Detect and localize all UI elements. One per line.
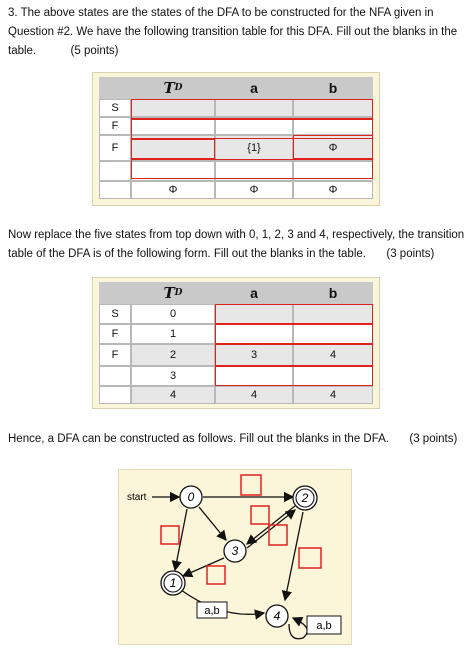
blank-edge-2-3[interactable] (251, 506, 269, 524)
edge-3-2 (247, 510, 295, 548)
t2-row2-td: 2 (131, 344, 215, 366)
t1-row1-label: F (99, 117, 131, 135)
t2-row2-label: F (99, 344, 131, 366)
q3-line1: 3. The above states are the states of the DFA to be constructed for the NFA given in (8, 7, 434, 19)
t1-header-td (131, 77, 215, 99)
p2-points: (3 points) (386, 248, 435, 260)
t1-row2-label: F (99, 135, 131, 161)
dfa-diagram (118, 469, 352, 645)
t1-row5-label (99, 181, 131, 199)
p2-line1: Now replace the five states from top down with 0, 1, 2, 3 and 4, respectively, the transition (8, 229, 465, 241)
t2-row4-a: 4 (215, 386, 293, 404)
transition-table-1 (92, 72, 380, 206)
t1-blank-row2-b[interactable] (293, 135, 373, 159)
question-3-text (8, 4, 457, 61)
p3-points: (3 points) (409, 433, 458, 445)
t2-blank-row0[interactable] (215, 304, 373, 324)
t1-row3-label (99, 161, 131, 181)
t2-blank-row2[interactable] (215, 344, 373, 366)
edge-0-1 (175, 509, 187, 570)
t2-header-corner (99, 282, 131, 304)
t1-blank-row0[interactable] (131, 99, 373, 119)
start-label: start (127, 492, 147, 503)
dfa-svg (119, 470, 351, 644)
t1-td-label: T (163, 79, 175, 97)
q3-line3: table. (8, 45, 37, 57)
t1-row0-label: S (99, 99, 131, 117)
t1-row5-b: Φ (293, 181, 373, 199)
t2-row4-label (99, 386, 131, 404)
t2-td-sub: D (174, 288, 183, 298)
t1-row2-b: Φ (293, 135, 373, 161)
t2-row4-b: 4 (293, 386, 373, 404)
edge-4-self (289, 618, 307, 639)
t1-blank-row3[interactable] (131, 159, 373, 179)
t1-header-b: b (293, 77, 373, 99)
blank-edge-0-2[interactable] (241, 475, 261, 495)
t2-row4-td: 4 (131, 386, 215, 404)
blank-edge-2-4[interactable] (299, 548, 321, 568)
state-3-label: 3 (231, 544, 239, 558)
t2-row0-label: S (99, 304, 131, 324)
t2-row1-td: 1 (131, 324, 215, 344)
t1-row2-a: {1} (215, 135, 293, 161)
t2-row0-td: 0 (131, 304, 215, 324)
t1-header-corner (99, 77, 131, 99)
state-0-label: 0 (187, 490, 195, 504)
edge-3-1 (183, 558, 224, 576)
edge-0-3 (199, 507, 226, 540)
t2-row2-a: 3 (215, 344, 293, 366)
t1-row5-td: Φ (131, 181, 215, 199)
t2-row2-b: 4 (293, 344, 373, 366)
t1-row5-a: Φ (215, 181, 293, 199)
edge-label-4-self: a,b (316, 620, 332, 632)
blank-edge-0-1[interactable] (161, 526, 179, 544)
paragraph-3 (8, 430, 457, 449)
t2-header-a: a (215, 282, 293, 304)
t2-td-label: T (163, 284, 175, 302)
paragraph-2 (8, 226, 464, 264)
t2-header-td (131, 282, 215, 304)
t2-header-b: b (293, 282, 373, 304)
state-4-label: 4 (273, 609, 281, 623)
t2-row1-label: F (99, 324, 131, 344)
edge-label-1-4: a,b (204, 605, 220, 617)
p2-line2: table of the DFA is of the following form. Fill out the blanks in the table. (8, 248, 366, 260)
t2-row3-td: 3 (131, 366, 215, 386)
t1-blank-row2-td[interactable] (131, 139, 215, 159)
q3-points: (5 points) (70, 45, 119, 57)
state-1-label: 1 (169, 576, 177, 590)
q3-line2: Question #2. We have the following transition table for this DFA. Fill out the blanks in the (8, 26, 458, 38)
t1-header-a: a (215, 77, 293, 99)
blank-edge-3-1[interactable] (207, 566, 225, 584)
t2-row3-label (99, 366, 131, 386)
t2-blank-row3[interactable] (215, 366, 373, 386)
t2-blank-row1[interactable] (215, 324, 373, 344)
transition-table-2 (92, 277, 380, 409)
state-2-label: 2 (301, 491, 309, 505)
t1-td-sub: D (174, 83, 183, 93)
p3-line1: Hence, a DFA can be constructed as follows. Fill out the blanks in the DFA. (8, 433, 389, 445)
